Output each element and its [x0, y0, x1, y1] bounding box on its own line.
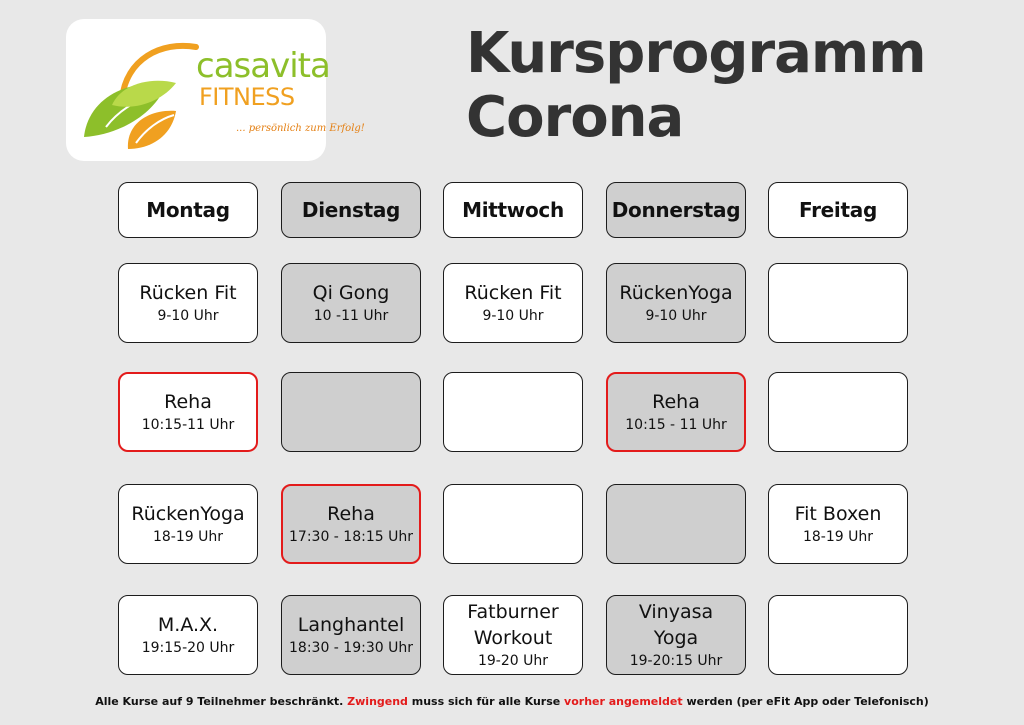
course-time: 17:30 - 18:15 Uhr: [289, 529, 413, 545]
day-label: Freitag: [799, 198, 877, 222]
course-time: 18-19 Uhr: [152, 529, 223, 545]
empty-course-cell: [768, 372, 908, 452]
footer-note: [0, 695, 1024, 708]
course-cell: [606, 263, 746, 343]
title-line-2: Corona: [466, 85, 684, 150]
course-cell: [443, 263, 583, 343]
logo-brand-text: casavita: [196, 46, 330, 86]
course-name: M.A.X.: [157, 614, 219, 636]
course-time: 9-10 Uhr: [645, 308, 707, 324]
course-cell-highlighted: [118, 372, 258, 452]
day-header-freitag: [768, 182, 908, 238]
empty-course-cell: [443, 484, 583, 564]
day-header-dienstag: [281, 182, 421, 238]
course-cell-highlighted: [281, 484, 421, 564]
course-name: Langhantel: [297, 614, 405, 636]
course-name: Rücken Fit: [139, 282, 237, 304]
course-time: 10:15 - 11 Uhr: [625, 417, 727, 433]
course-time: 18:30 - 19:30 Uhr: [289, 640, 413, 656]
course-cell: [118, 263, 258, 343]
course-time: 9-10 Uhr: [157, 308, 219, 324]
course-time: 18-19 Uhr: [802, 529, 873, 545]
course-time: 10:15-11 Uhr: [141, 417, 235, 433]
footer-highlight: Zwingend: [347, 695, 408, 708]
course-cell: [118, 484, 258, 564]
course-time: 19:15-20 Uhr: [141, 640, 235, 656]
day-label: Donnerstag: [611, 198, 741, 222]
course-cell-highlighted: [606, 372, 746, 452]
course-cell: [281, 263, 421, 343]
footer-text: werden (per eFit App oder Telefonisch): [682, 695, 929, 708]
course-name: Reha: [652, 391, 700, 413]
course-name-line-1: Vinyasa: [638, 601, 714, 623]
course-cell: [443, 595, 583, 675]
course-time: 19-20 Uhr: [477, 653, 548, 669]
course-cell: [281, 595, 421, 675]
title-line-1: Kursprogramm: [466, 21, 926, 86]
course-name-line-2: Yoga: [653, 627, 699, 649]
course-cell: [118, 595, 258, 675]
course-time: 9-10 Uhr: [482, 308, 544, 324]
course-name: Fit Boxen: [794, 503, 882, 525]
course-time: 10 -11 Uhr: [313, 308, 389, 324]
empty-course-cell: [768, 595, 908, 675]
course-name-line-1: Fatburner: [467, 601, 559, 623]
empty-course-cell: [768, 263, 908, 343]
footer-highlight: vorher angemeldet: [564, 695, 683, 708]
day-header-montag: [118, 182, 258, 238]
logo-tagline: ... persönlich zum Erfolg!: [236, 123, 365, 134]
course-cell: [768, 484, 908, 564]
course-name: RückenYoga: [619, 282, 733, 304]
course-name-line-2: Workout: [473, 627, 553, 649]
course-name: Reha: [164, 391, 212, 413]
day-label: Mittwoch: [462, 198, 564, 222]
footer-text: Alle Kurse auf 9 Teilnehmer beschränkt.: [95, 695, 348, 708]
day-label: Montag: [146, 198, 230, 222]
empty-course-cell: [606, 484, 746, 564]
course-name: Rücken Fit: [464, 282, 562, 304]
course-name: RückenYoga: [131, 503, 245, 525]
logo-sub-text: FITNESS: [199, 83, 295, 111]
course-cell: [606, 595, 746, 675]
footer-text: muss sich für alle Kurse: [407, 695, 565, 708]
day-header-donnerstag: [606, 182, 746, 238]
course-time: 19-20:15 Uhr: [629, 653, 723, 669]
day-label: Dienstag: [301, 198, 401, 222]
course-name: Qi Gong: [312, 282, 390, 304]
course-name: Reha: [327, 503, 375, 525]
day-header-mittwoch: [443, 182, 583, 238]
empty-course-cell: [443, 372, 583, 452]
empty-course-cell: [281, 372, 421, 452]
